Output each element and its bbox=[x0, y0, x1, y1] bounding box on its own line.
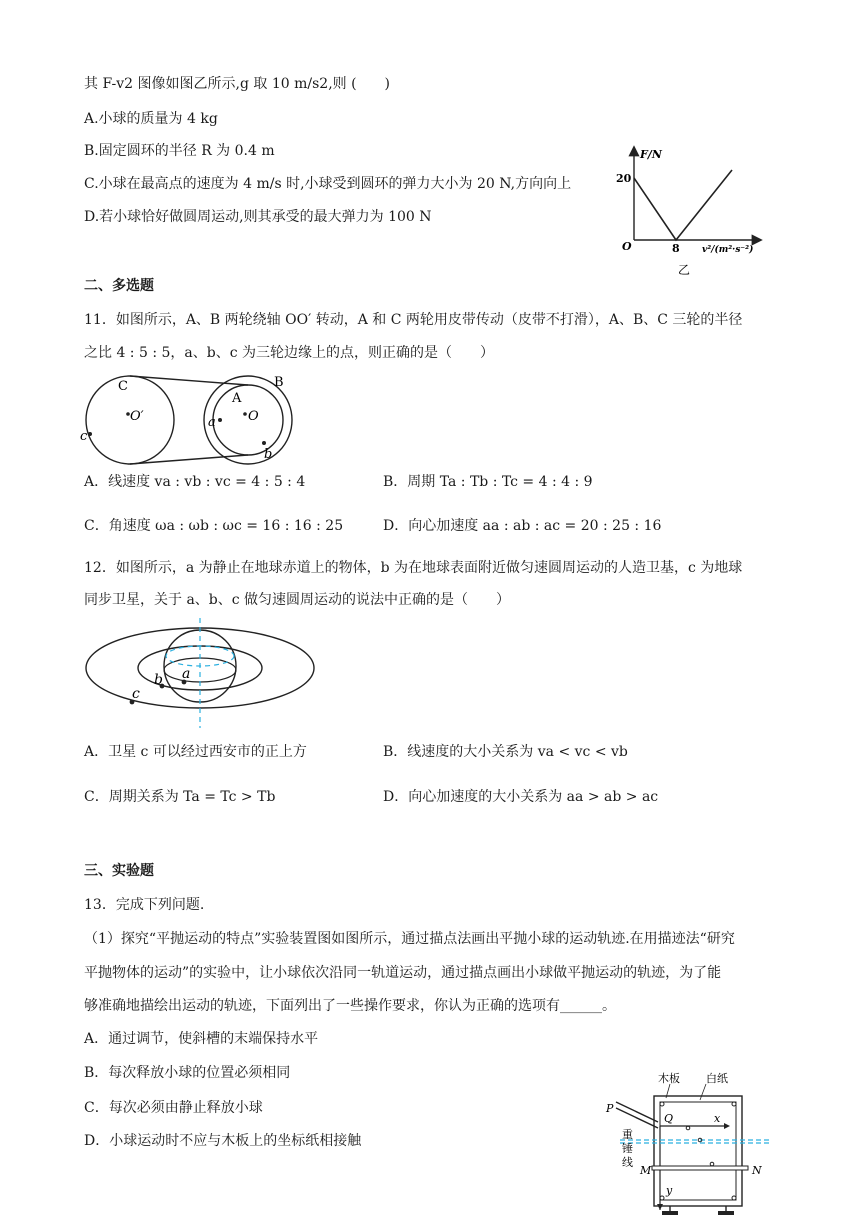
label-O: O bbox=[248, 409, 259, 424]
stand-foot bbox=[662, 1211, 678, 1215]
q13-option-d: D．小球运动时不应与木板上的坐标纸相接触 bbox=[84, 1133, 362, 1149]
graph-origin: O bbox=[622, 240, 632, 253]
screw bbox=[732, 1196, 736, 1200]
x-arrow bbox=[724, 1123, 730, 1129]
label-y: y bbox=[666, 1184, 673, 1197]
q12-line2: 同步卫星，关于 a、b、c 做匀速圆周运动的说法中正确的是（ ） bbox=[84, 592, 511, 608]
axis-o bbox=[243, 412, 247, 416]
q13-option-c: C．每次必须由静止释放小球 bbox=[84, 1100, 263, 1116]
label-a: a bbox=[208, 415, 216, 430]
label-A: A bbox=[232, 391, 242, 406]
q12-option-d: D．向心加速度的大小关系为 aa > ab > ac bbox=[383, 789, 659, 805]
label-c: c bbox=[80, 429, 88, 444]
graph-y-label: F/N bbox=[640, 148, 662, 161]
ramp bbox=[616, 1108, 658, 1128]
q10-option-a: A.小球的质量为 4 kg bbox=[84, 111, 218, 127]
q11-line1: 11．如图所示，A、B 两轮绕轴 OO′ 转动，A 和 C 两轮用皮带传动（皮带不打滑），A、B、C 三轮的半径 bbox=[84, 312, 743, 328]
y-arrow bbox=[657, 1204, 663, 1210]
point-c bbox=[88, 432, 92, 436]
graph-y-tick: 20 bbox=[616, 172, 632, 185]
label-N: N bbox=[752, 1164, 762, 1177]
label-B: B bbox=[274, 375, 284, 390]
q12-option-b: B．线速度的大小关系为 va < vc < vb bbox=[383, 744, 628, 760]
label-Q: Q bbox=[664, 1112, 674, 1125]
belt-top bbox=[130, 376, 248, 385]
label-board: 木板 bbox=[658, 1072, 680, 1085]
q12-figure bbox=[80, 616, 320, 732]
label-P: P bbox=[606, 1102, 614, 1115]
label-plumb: 线 bbox=[622, 1156, 633, 1169]
q10-option-c: C.小球在最高点的速度为 4 m/s 时,小球受到圆环的弹力大小为 20 N,方向向上 bbox=[84, 176, 572, 192]
q12-option-a: A．卫星 c 可以经过西安市的正上方 bbox=[84, 744, 307, 760]
q11-option-b: B．周期 Ta : Tb : Tc = 4 : 4 : 9 bbox=[383, 474, 593, 490]
q10-graph bbox=[610, 140, 770, 280]
label-x: x bbox=[714, 1112, 721, 1125]
graph-caption: 乙 bbox=[678, 263, 691, 277]
label-plumb: 重 bbox=[622, 1128, 633, 1141]
label-b: b bbox=[154, 672, 163, 688]
graph-line bbox=[634, 170, 732, 240]
ramp bbox=[616, 1102, 658, 1122]
label-paper: 白纸 bbox=[706, 1072, 728, 1085]
belt-bottom bbox=[130, 455, 248, 464]
q13-line1: （1）探究“平抛运动的特点”实验装置图如图所示，通过描点法画出平抛小球的运动轨迹.在用描迹法“研究 bbox=[84, 931, 735, 947]
q10-stem: 其 F-v2 图像如图乙所示,g 取 10 m/s2,则 ( ) bbox=[84, 76, 391, 92]
label-O1: O′ bbox=[130, 409, 144, 424]
section-multi-choice-title: 二、多选题 bbox=[84, 278, 154, 294]
q13-figure bbox=[600, 1070, 780, 1216]
label-a: a bbox=[182, 666, 191, 682]
q11-option-a: A．线速度 va : vb : vc = 4 : 5 : 4 bbox=[84, 474, 306, 490]
q13-line0: 13．完成下列问题. bbox=[84, 897, 205, 913]
trace-point bbox=[710, 1162, 714, 1166]
q11-figure bbox=[78, 368, 308, 468]
point-b bbox=[262, 441, 266, 445]
label-C: C bbox=[118, 379, 128, 394]
trace-point bbox=[686, 1126, 690, 1130]
graph-x-label: v²/(m²·s⁻²) bbox=[702, 245, 754, 255]
equator-solid bbox=[164, 658, 236, 682]
label-b: b bbox=[264, 447, 273, 462]
q10-option-d: D.若小球恰好做圆周运动,则其承受的最大弹力为 100 N bbox=[84, 209, 432, 225]
q13-line3: 够准确地描绘出运动的轨迹，下面列出了一些操作要求，你认为正确的选项有______。 bbox=[84, 998, 616, 1014]
leader bbox=[700, 1084, 706, 1100]
q11-option-c: C．角速度 ωa : ωb : ωc = 16 : 16 : 25 bbox=[84, 518, 344, 534]
stand-foot bbox=[718, 1211, 734, 1215]
screw bbox=[732, 1102, 736, 1106]
q11-line2: 之比 4 : 5 : 5，a、b、c 为三轮边缘上的点，则正确的是（ ） bbox=[84, 345, 495, 361]
q10-option-b: B.固定圆环的半径 R 为 0.4 m bbox=[84, 143, 275, 159]
point-a bbox=[218, 418, 222, 422]
label-M: M bbox=[640, 1164, 652, 1177]
q13-option-b: B．每次释放小球的位置必须相同 bbox=[84, 1065, 291, 1081]
q11-option-d: D．向心加速度 aa : ab : ac = 20 : 25 : 16 bbox=[383, 518, 662, 534]
screw bbox=[660, 1102, 664, 1106]
q13-line2: 平抛物体的运动”的实验中，让小球依次沿同一轨道运动，通过描点画出小球做平抛运动的轨迹，为了能 bbox=[84, 965, 722, 981]
label-c: c bbox=[132, 686, 140, 702]
graph-x-tick: 8 bbox=[672, 242, 680, 255]
q12-line1: 12．如图所示，a 为静止在地球赤道上的物体，b 为在地球表面附近做匀速圆周运动的人造卫基，c 为地球 bbox=[84, 560, 743, 576]
q12-option-c: C．周期关系为 Ta = Tc > Tb bbox=[84, 789, 276, 805]
section-experiment-title: 三、实验题 bbox=[84, 863, 154, 879]
label-plumb: 锤 bbox=[622, 1142, 633, 1155]
bar-mn bbox=[652, 1166, 748, 1170]
q13-option-a: A．通过调节，使斜槽的末端保持水平 bbox=[84, 1031, 319, 1047]
